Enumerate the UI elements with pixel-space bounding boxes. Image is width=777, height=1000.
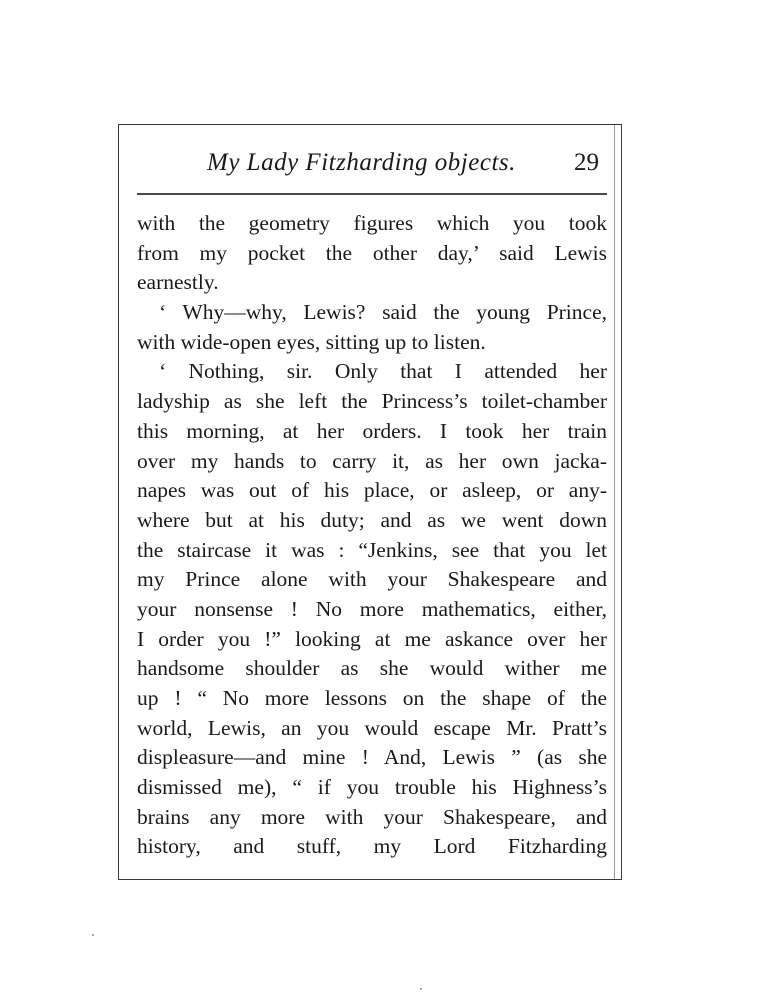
body-text — [137, 209, 607, 862]
text-line: where but at his duty; and as we went down — [137, 507, 607, 532]
text-line: up ! “ No more lessons on the shape of the — [137, 686, 607, 710]
running-head: My Lady Fitzharding objects. — [207, 149, 516, 176]
header-rule — [137, 193, 607, 195]
stray-mark — [92, 934, 94, 936]
text-line: with the geometry figures which you took — [137, 211, 607, 235]
text-line: history, and stuff, my Lord Fitzharding — [137, 834, 607, 859]
text-line: ‘ Nothing, sir. Only that I attended her — [159, 359, 607, 384]
text-line: over my hands to carry it, as her own jacka- — [137, 448, 607, 473]
frame-inner-rule — [614, 125, 615, 879]
text-line: your nonsense ! No more mathematics, either, — [137, 596, 607, 621]
text-line: from my pocket the other day,’ said Lewis — [137, 240, 607, 265]
text-line: the staircase it was : “Jenkins, see that you let — [137, 537, 607, 562]
text-line: ‘ Why—why, Lewis? said the young Prince, — [159, 300, 607, 325]
text-line: this morning, at her orders. I took her train — [137, 418, 607, 443]
stray-mark — [420, 988, 422, 990]
text-line: world, Lewis, an you would escape Mr. Pratt’s — [137, 715, 607, 740]
text-line: ladyship as she left the Princess’s toilet-chamber — [137, 389, 607, 414]
text-line: I order you !” looking at me askance over her — [137, 626, 607, 651]
page-frame — [118, 124, 622, 880]
text-line: brains any more with your Shakespeare, and — [137, 804, 607, 829]
text-line: napes was out of his place, or asleep, or any- — [137, 478, 607, 503]
page-number: 29 — [574, 149, 599, 176]
text-line: with wide-open eyes, sitting up to listen. — [137, 329, 486, 354]
text-line: my Prince alone with your Shakespeare and — [137, 567, 607, 592]
text-line: handsome shoulder as she would wither me — [137, 656, 607, 681]
text-line: dismissed me), “ if you trouble his Highness’s — [137, 775, 607, 800]
page-header — [137, 145, 603, 189]
text-line: displeasure—and mine ! And, Lewis ” (as she — [137, 745, 607, 770]
text-line: earnestly. — [137, 270, 219, 295]
